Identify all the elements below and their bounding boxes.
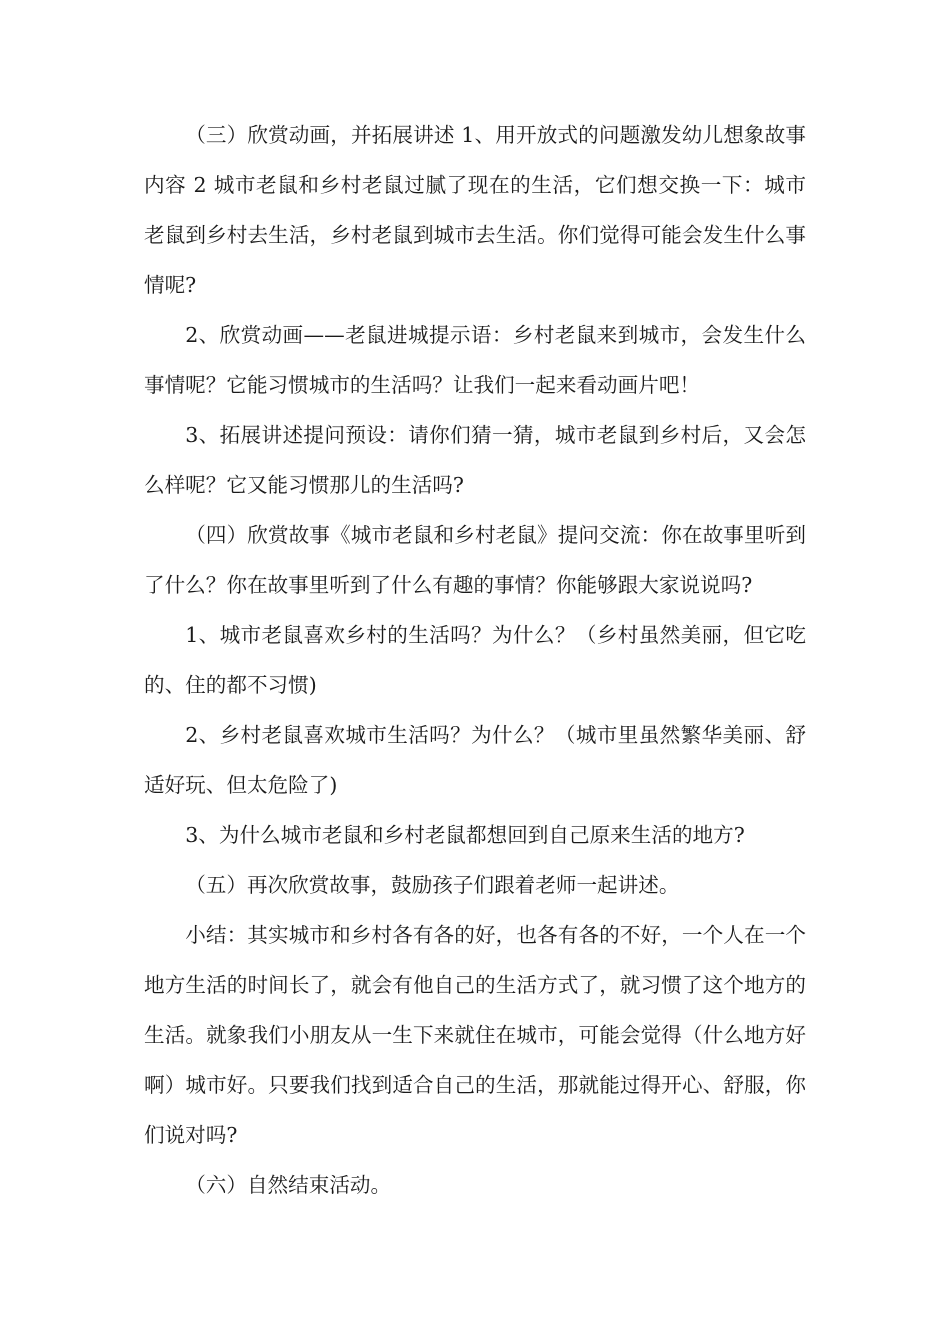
paragraph-section-6-end: （六）自然结束活动。 [185,1173,392,1197]
paragraph-question-1: 1、城市老鼠喜欢乡村的生活吗？为什么？（乡村虽然美丽，但它吃的、住的都不习惯) [144,623,806,697]
paragraph-summary: 小结：其实城市和乡村各有各的好，也各有各的不好，一个人在一个地方生活的时间长了，就会有他自己的生活方式了，就习惯了这个地方的生活。就象我们小朋友从一生下来就住在城市，可能会觉得（什么地方好啊）城市好。只要我们找到适合自己的生活，那就能过得开心、舒服，你们说对吗? [144,923,806,1147]
paragraph-section-4-story: （四）欣赏故事《城市老鼠和乡村老鼠》提问交流：你在故事里听到了什么？你在故事里听到了什么有趣的事情？你能够跟大家说说吗? [144,523,806,597]
paragraph-section-5-retell: （五）再次欣赏故事，鼓励孩子们跟着老师一起讲述。 [185,873,680,897]
paragraph-question-3: 3、为什么城市老鼠和乡村老鼠都想回到自己原来生活的地方? [185,823,745,847]
paragraph-question-2: 2、乡村老鼠喜欢城市生活吗？为什么？（城市里虽然繁华美丽、舒适好玩、但太危险了) [144,723,806,797]
paragraph-item-2-animation: 2、欣赏动画——老鼠进城提示语：乡村老鼠来到城市，会发生什么事情呢？它能习惯城市的生活吗？让我们一起来看动画片吧！ [144,323,806,397]
paragraph-item-3-extension: 3、拓展讲述提问预设：请你们猜一猜，城市老鼠到乡村后，又会怎么样呢？它又能习惯那儿的生活吗? [144,423,806,497]
document-body [144,110,806,1210]
paragraph-section-3-intro: （三）欣赏动画，并拓展讲述 1、用开放式的问题激发幼儿想象故事内容 2 城市老鼠和乡村老鼠过腻了现在的生活，它们想交换一下：城市老鼠到乡村去生活，乡村老鼠到城市去生活。你们觉得可能会发生什么事情呢? [144,123,806,297]
